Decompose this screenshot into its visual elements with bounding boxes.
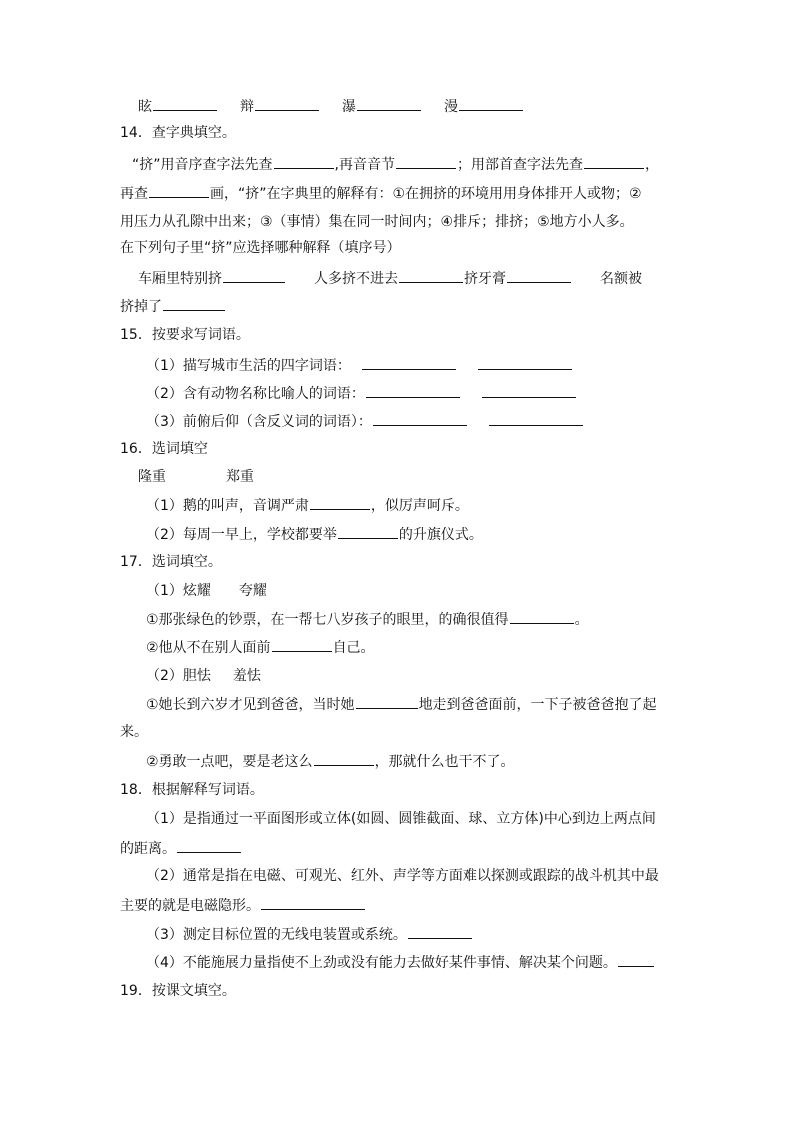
q18-title: 18．根据解释写词语。 bbox=[120, 782, 264, 798]
answer-blank[interactable] bbox=[396, 150, 456, 169]
answer-blank[interactable] bbox=[356, 690, 418, 709]
answer-blank[interactable] bbox=[274, 150, 334, 169]
answer-blank[interactable] bbox=[314, 747, 374, 766]
q16-choices bbox=[138, 463, 698, 491]
answer-blank[interactable] bbox=[338, 520, 398, 539]
q14-line-3: 用压力从孔隙中出来；③（事情）集在同一时间内；④排斥；排挤；⑤地方小人多。 bbox=[120, 214, 634, 230]
answer-blank[interactable] bbox=[478, 351, 572, 370]
q14-line-5: 车厢里特别挤 人多挤不进去 挤牙膏 名额被 bbox=[138, 264, 698, 292]
q17-sentence-3: ①她长到六岁才见到爸爸，当时她 地走到爸爸面前，一下子被爸爸抱了起 bbox=[146, 690, 706, 718]
answer-blank[interactable] bbox=[149, 179, 209, 198]
q18-item-3: （3）测定目标位置的无线电装置或系统。 bbox=[146, 920, 706, 948]
answer-blank[interactable] bbox=[153, 92, 217, 111]
q18-item-4: （4）不能施展力量指使不上劲或没有能力去做好某件事情、解决某个问题。 bbox=[146, 948, 706, 976]
char-xuan: 眩 bbox=[138, 99, 152, 115]
q14-line-4: 在下列句子里“挤”应选择哪种解释（填序号） bbox=[120, 240, 401, 256]
q18-item-1: （1）是指通过一平面图形或立体(如圆、圆锥截面、球、立方体)中心到边上两点间 bbox=[146, 811, 656, 827]
q15-title: 15．按要求写词语。 bbox=[120, 327, 250, 343]
answer-blank[interactable] bbox=[489, 407, 583, 426]
q18-item-2-cont: 主要的就是电磁隐形。 bbox=[120, 891, 680, 919]
q19-title: 19．按课文填空。 bbox=[120, 983, 236, 999]
q16-sentence-2: （2）每周一早上，学校都要举 的升旗仪式。 bbox=[146, 520, 706, 548]
q15-item-1: （1）描写城市生活的四字词语： bbox=[146, 351, 706, 379]
answer-blank[interactable] bbox=[223, 264, 285, 283]
answer-blank[interactable] bbox=[357, 92, 421, 111]
q17-sentence-4: ②勇敢一点吧，要是老这么 ，那就什么也干不了。 bbox=[146, 747, 706, 775]
answer-blank[interactable] bbox=[373, 407, 467, 426]
q17-sentence-1: ①那张绿色的钞票，在一帮七八岁孩子的眼里，的确很值得 。 bbox=[146, 605, 706, 633]
q18-item-2: （2）通常是指在电磁、可观光、红外、声学等方面难以探测或跟踪的战斗机其中最 bbox=[146, 868, 659, 884]
answer-blank[interactable] bbox=[507, 264, 571, 283]
q14-line-6: 挤掉了 bbox=[120, 292, 680, 320]
choice-word: 隆重 bbox=[138, 469, 166, 485]
q16-sentence-1: （1）鹅的叫声，音调严肃 ，似厉声呵斥。 bbox=[146, 491, 706, 519]
answer-blank[interactable] bbox=[618, 948, 654, 967]
answer-blank[interactable] bbox=[459, 92, 523, 111]
answer-blank[interactable] bbox=[408, 920, 472, 939]
q17-sentence-3-cont: 来。 bbox=[120, 724, 148, 740]
q17-sentence-2: ②他从不在别人面前 自己。 bbox=[146, 633, 706, 661]
answer-blank[interactable] bbox=[163, 292, 225, 311]
char-pinyin-row bbox=[138, 92, 698, 120]
answer-blank[interactable] bbox=[584, 150, 644, 169]
char-bian: 辩 bbox=[240, 99, 254, 115]
answer-blank[interactable] bbox=[177, 834, 241, 853]
answer-blank[interactable] bbox=[366, 379, 460, 398]
q18-item-1-cont: 的距离。 bbox=[120, 834, 680, 862]
q14-line-2: 再查 画，“挤”在字典里的解释有：①在拥挤的环境用用身体排开人或物；② bbox=[120, 179, 680, 207]
q17-title: 17．选词填空。 bbox=[120, 554, 222, 570]
answer-blank[interactable] bbox=[272, 633, 332, 652]
q14-line-1: “挤”用音序查字法先查 ,再音音节 ；用部首查字法先查 ， bbox=[132, 150, 692, 178]
answer-blank[interactable] bbox=[261, 891, 365, 910]
answer-blank[interactable] bbox=[362, 351, 456, 370]
q17-group-1: （1）炫耀 夸耀 bbox=[146, 583, 267, 599]
q16-title: 16．选词填空 bbox=[120, 441, 208, 457]
char-man: 漫 bbox=[444, 99, 458, 115]
answer-blank[interactable] bbox=[510, 605, 574, 624]
char-pu: 瀑 bbox=[342, 99, 356, 115]
q15-item-2: （2）含有动物名称比喻人的词语： bbox=[146, 379, 706, 407]
answer-blank[interactable] bbox=[310, 491, 370, 510]
answer-blank[interactable] bbox=[482, 379, 576, 398]
choice-word: 郑重 bbox=[226, 469, 254, 485]
answer-blank[interactable] bbox=[255, 92, 319, 111]
answer-blank[interactable] bbox=[399, 264, 463, 283]
q15-item-3: （3）前俯后仰（含反义词的词语）： bbox=[146, 407, 706, 435]
q14-title: 14．查字典填空。 bbox=[120, 125, 236, 141]
q17-group-2: （2）胆怯 羞怯 bbox=[146, 668, 261, 684]
